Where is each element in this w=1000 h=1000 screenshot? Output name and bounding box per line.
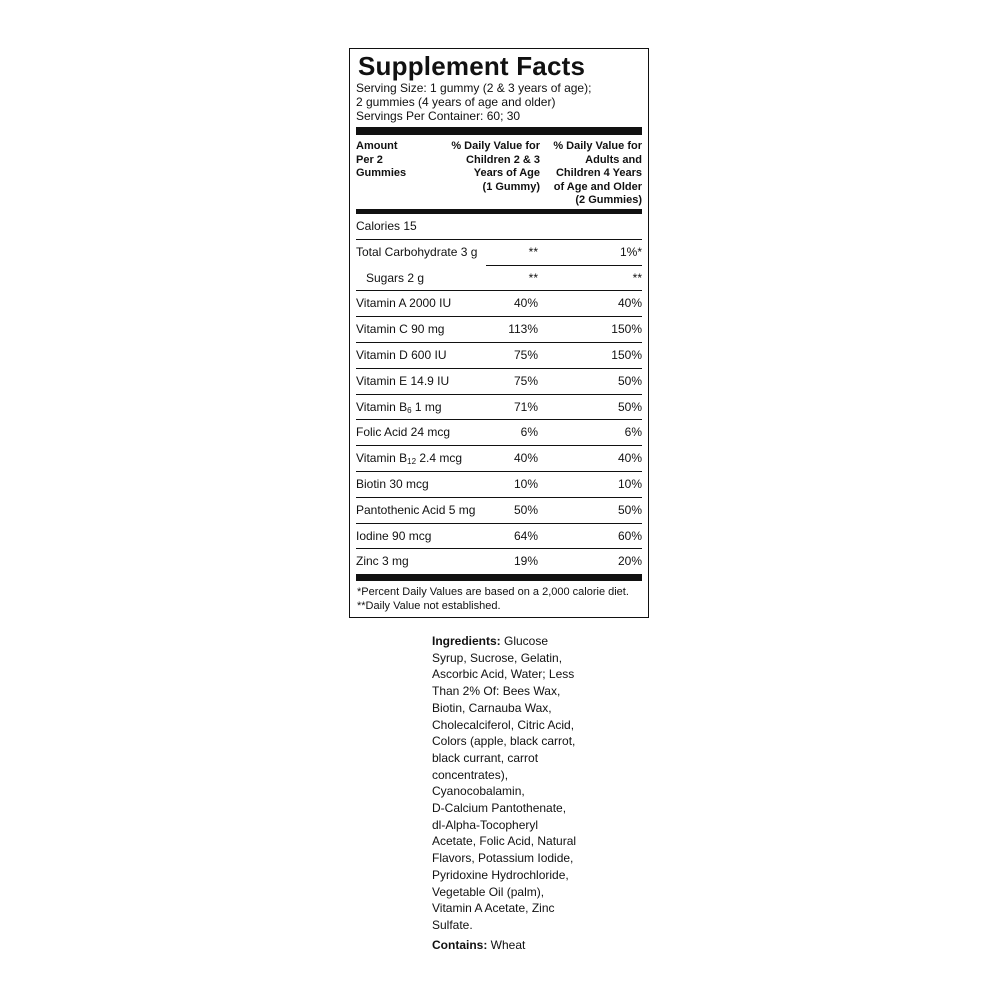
column-header-children xyxy=(430,140,540,194)
nutrient-name: Vitamin D 600 IU xyxy=(356,348,447,362)
ingredients-label: Ingredients: xyxy=(432,634,501,648)
ingredients-line xyxy=(432,633,582,650)
nutrient-row xyxy=(356,343,642,369)
supplement-facts-panel xyxy=(349,48,649,618)
child-dv: ** xyxy=(528,244,538,259)
nutrient-row xyxy=(356,214,642,240)
child-dv: 19% xyxy=(513,554,538,569)
header-line: Amount xyxy=(356,140,398,152)
ingredients-line: dl-Alpha-Tocopheryl xyxy=(432,817,539,832)
ingredients-line: Vitamin A Acetate, Zinc xyxy=(432,901,555,916)
nutrient-row xyxy=(356,291,642,317)
adult-dv: 6% xyxy=(624,425,642,440)
ingredients-line: Acetate, Folic Acid, Natural xyxy=(432,834,577,849)
child-dv: 6% xyxy=(520,425,538,440)
name-subscript: 6 xyxy=(407,405,412,415)
ingredients-line: Than 2% Of: Bees Wax, xyxy=(432,684,561,699)
nutrient-name: Calories 15 xyxy=(356,219,417,233)
child-dv: 40% xyxy=(513,451,538,466)
serving-size-line-1: Serving Size: 1 gummy (2 & 3 years of age); xyxy=(356,81,592,95)
name-subscript: 12 xyxy=(407,457,417,467)
column-header-amount xyxy=(356,140,406,181)
nutrient-name: Pantothenic Acid 5 mg xyxy=(356,502,476,517)
nutrient-row xyxy=(356,369,642,395)
serving-size-line-2: 2 gummies (4 years of age and older) xyxy=(356,95,556,109)
nutrient-name: Vitamin C 90 mg xyxy=(356,322,445,337)
nutrient-name: Total Carbohydrate 3 g xyxy=(356,244,478,259)
nutrient-name: Iodine 90 mcg xyxy=(356,528,432,543)
allergen-statement xyxy=(432,938,525,952)
ingredients-line: Syrup, Sucrose, Gelatin, xyxy=(432,650,563,665)
column-header-adults xyxy=(540,140,642,208)
name-part: Vitamin B xyxy=(356,451,408,466)
ingredients-line: black currant, carrot xyxy=(432,750,539,765)
nutrient-row xyxy=(356,446,642,472)
nutrient-row xyxy=(356,317,642,343)
adult-dv: ** xyxy=(632,270,642,285)
ingredients-line: Flavors, Potassium Iodide, xyxy=(432,851,574,866)
ingredients-line: Cholecalciferol, Citric Acid, xyxy=(432,717,575,732)
adult-dv: 20% xyxy=(617,554,642,569)
header-line: % Daily Value for xyxy=(553,140,642,152)
ingredients-line: Vegetable Oil (palm), xyxy=(432,884,545,899)
header-line: of Age and Older xyxy=(553,180,642,193)
nutrient-row xyxy=(356,549,642,575)
ingredients-line: Pyridoxine Hydrochloride, xyxy=(432,867,569,882)
child-dv: 40% xyxy=(513,296,538,311)
adult-dv: 150% xyxy=(611,348,642,362)
nutrient-row xyxy=(356,266,642,292)
adult-dv: 40% xyxy=(617,296,642,311)
adult-dv: 40% xyxy=(617,451,642,466)
ingredients-text: Glucose xyxy=(500,634,549,648)
adult-dv: 50% xyxy=(617,399,642,414)
adult-dv: 50% xyxy=(617,502,642,517)
child-dv: 50% xyxy=(513,502,538,517)
header-line: Years of Age xyxy=(473,167,540,179)
name-part: 2.4 mcg xyxy=(416,451,463,466)
nutrient-row xyxy=(356,524,642,550)
nutrient-row xyxy=(356,472,642,498)
servings-per-container: Servings Per Container: 60; 30 xyxy=(356,109,521,123)
nutrient-name: Zinc 3 mg xyxy=(356,554,409,569)
child-dv: 10% xyxy=(513,477,538,491)
nutrient-name: Sugars 2 g xyxy=(366,270,425,285)
footnote-not-established: **Daily Value not established. xyxy=(357,600,501,612)
nutrient-name: Vitamin A 2000 IU xyxy=(356,296,452,311)
adult-dv: 10% xyxy=(617,477,642,491)
header-line: Gummies xyxy=(356,167,407,179)
header-line: (1 Gummy) xyxy=(482,180,540,193)
contains-value: Wheat xyxy=(487,938,526,952)
contains-label: Contains: xyxy=(432,938,488,952)
nutrient-row xyxy=(356,395,642,421)
ingredients-line: Colors (apple, black carrot, xyxy=(432,734,576,749)
name-part: Vitamin B xyxy=(356,399,408,414)
adult-dv: 150% xyxy=(611,322,642,337)
ingredients-line: Ascorbic Acid, Water; Less xyxy=(432,667,575,682)
header-line: Children 4 Years xyxy=(555,167,642,179)
header-line: Per 2 xyxy=(356,153,383,166)
nutrient-name: Vitamin E 14.9 IU xyxy=(356,373,450,388)
header-line: Adults and xyxy=(585,153,642,166)
ingredients-line: Sulfate. xyxy=(432,917,473,932)
ingredients-block xyxy=(432,633,582,934)
ingredients-line: Cyanocobalamin, xyxy=(432,784,525,799)
ingredients-line: concentrates), xyxy=(432,767,509,782)
header-line: % Daily Value for xyxy=(451,140,540,152)
nutrient-row xyxy=(356,498,642,524)
thick-divider-bottom xyxy=(356,574,642,581)
adult-dv: 1%* xyxy=(619,244,642,259)
name-part: 1 mg xyxy=(411,399,442,414)
child-dv: 64% xyxy=(513,528,538,543)
child-dv: 75% xyxy=(513,373,538,388)
nutrient-row xyxy=(356,420,642,446)
child-dv: 71% xyxy=(513,399,538,414)
panel-title: Supplement Facts xyxy=(358,51,586,81)
nutrient-name: Biotin 30 mcg xyxy=(356,477,429,491)
header-line: (2 Gummies) xyxy=(575,194,642,206)
child-dv: ** xyxy=(528,270,538,285)
footnote-daily-values: *Percent Daily Values are based on a 2,000 calorie diet. xyxy=(357,586,629,598)
child-dv: 113% xyxy=(508,322,538,337)
header-line: Children 2 & 3 xyxy=(466,153,540,166)
nutrient-name xyxy=(356,451,462,466)
nutrient-name xyxy=(356,400,442,415)
ingredients-line: D-Calcium Pantothenate, xyxy=(432,801,567,816)
adult-dv: 60% xyxy=(617,528,642,543)
nutrient-row xyxy=(356,240,642,266)
adult-dv: 50% xyxy=(617,373,642,388)
child-dv: 75% xyxy=(513,348,538,362)
thick-divider-top xyxy=(356,127,642,135)
nutrient-name: Folic Acid 24 mcg xyxy=(356,425,451,440)
ingredients-line: Biotin, Carnauba Wax, xyxy=(432,700,552,715)
